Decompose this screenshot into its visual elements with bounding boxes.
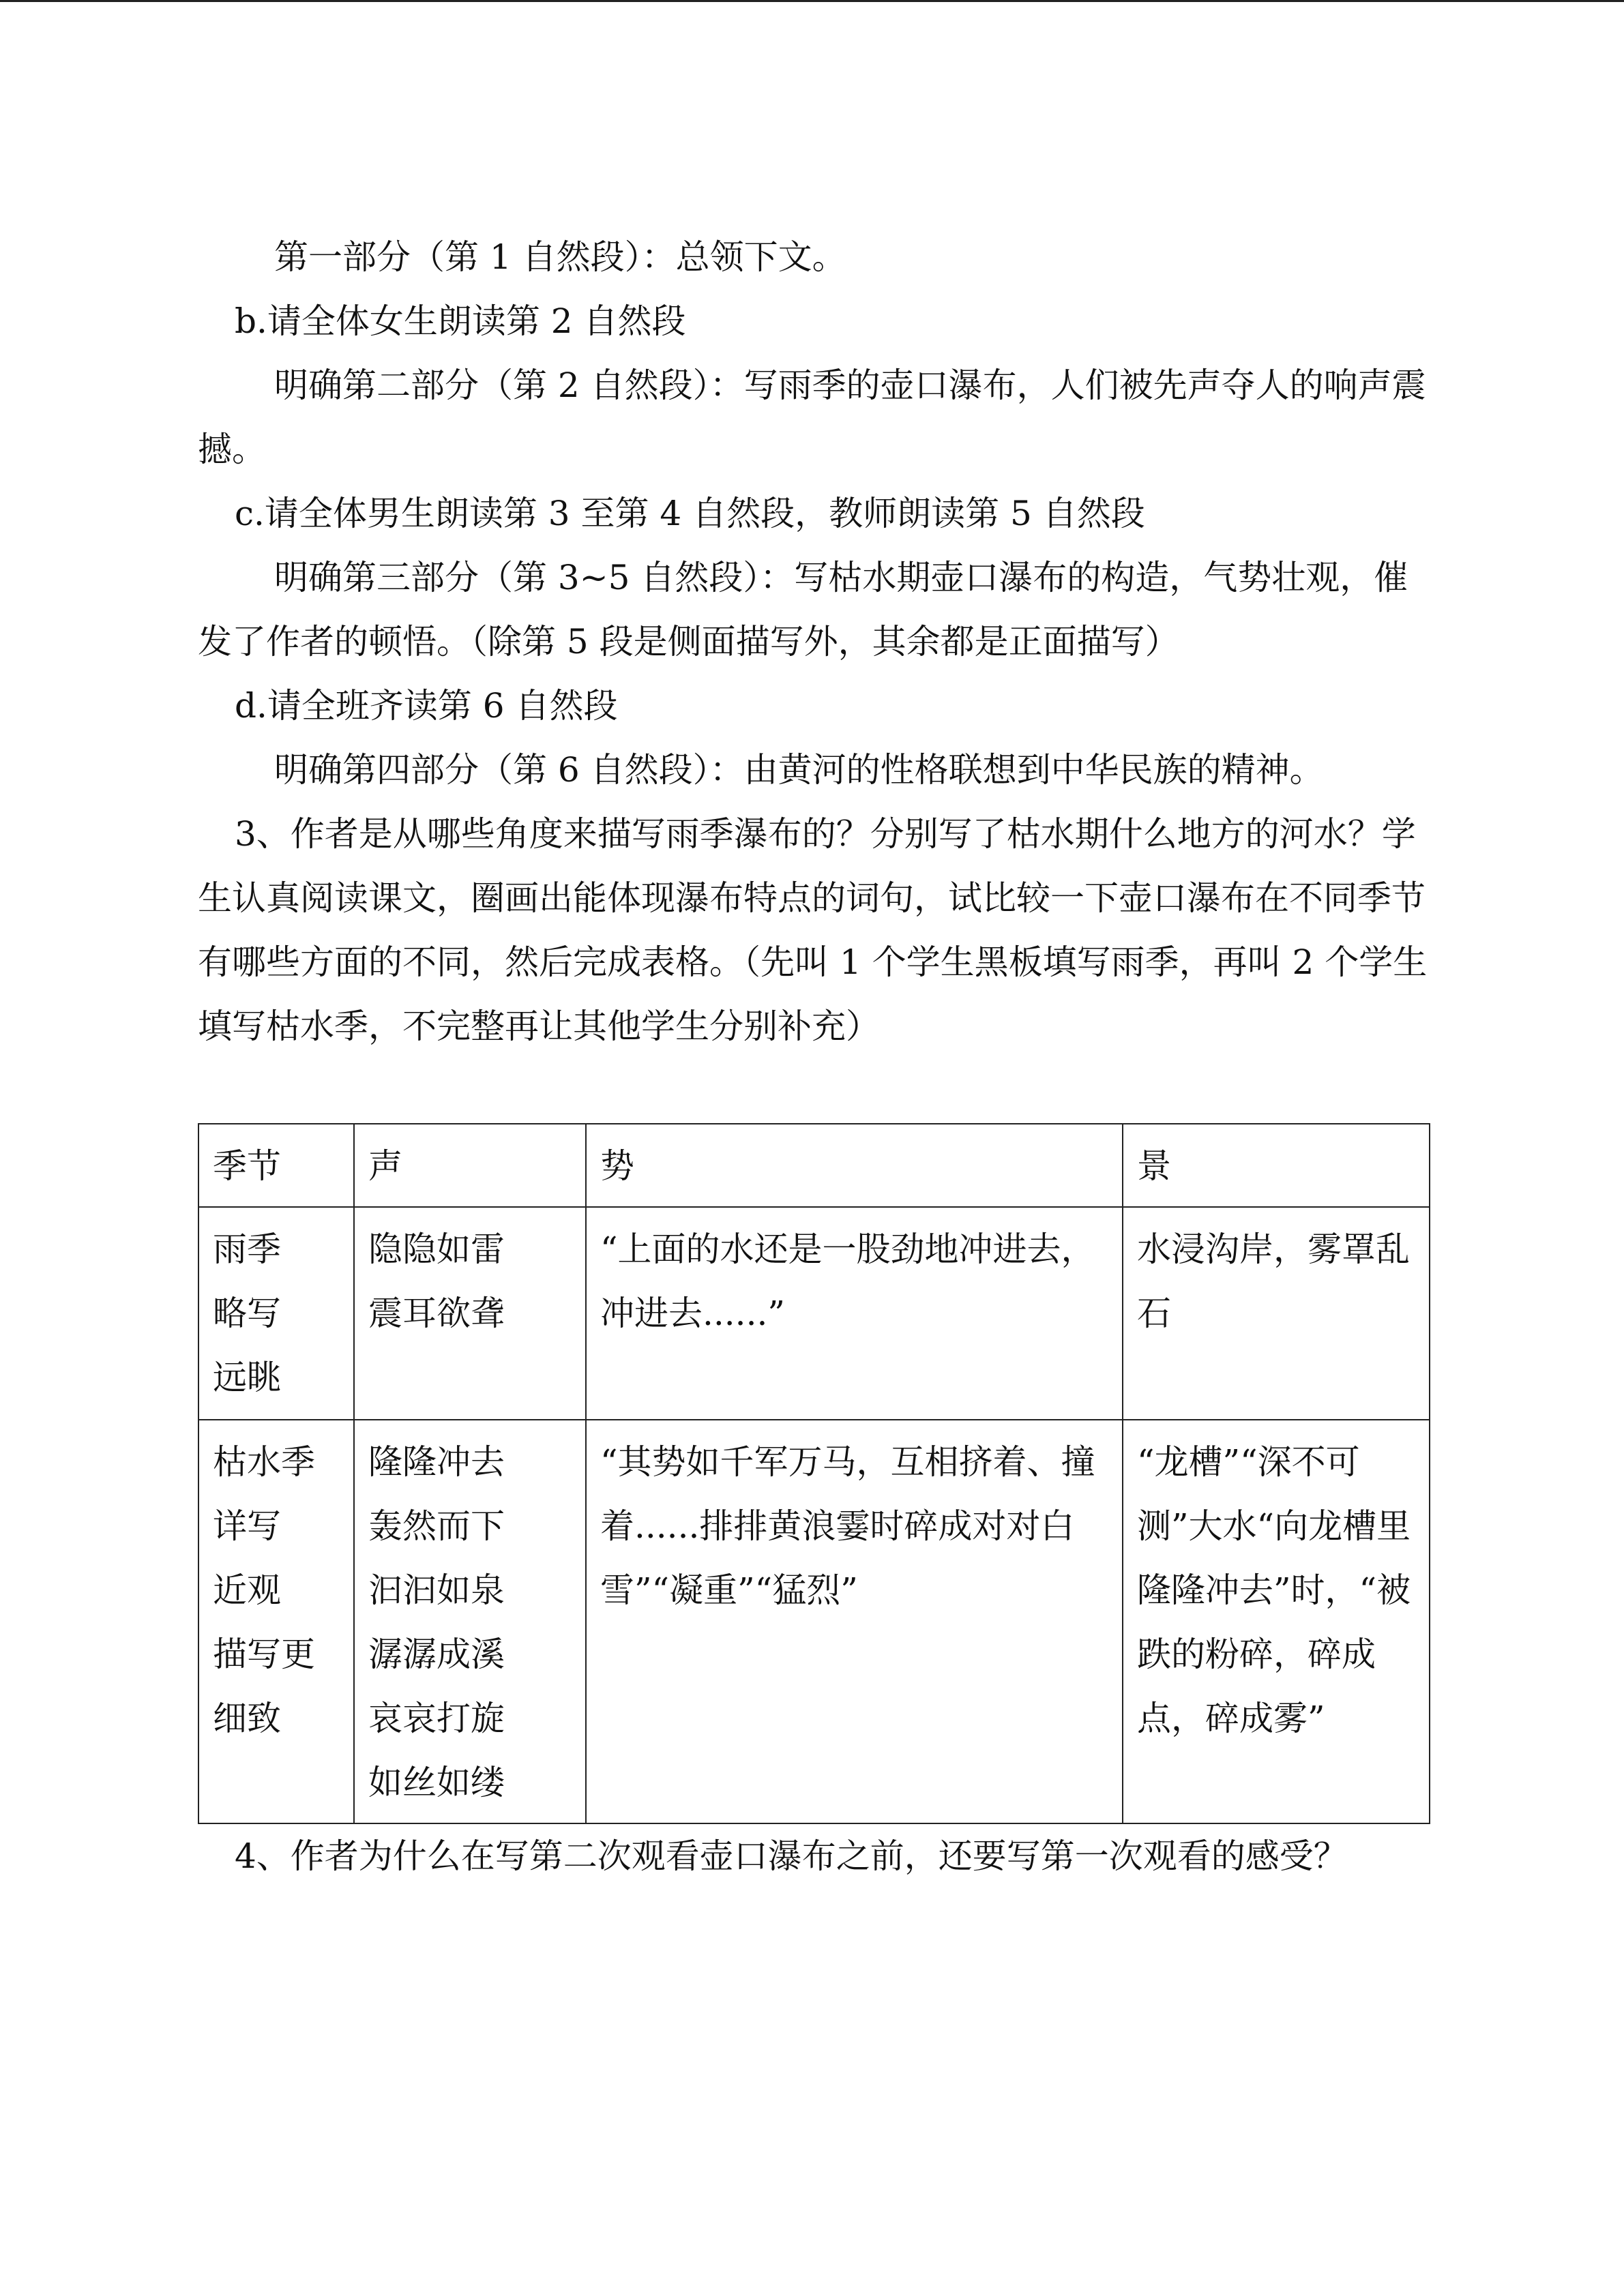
- cell-sound: 隐隐如雷 震耳欲聋: [354, 1207, 586, 1420]
- cell-force: “其势如千军万马，互相挤着、撞着......排排黄浪霎时碎成对对白雪”“凝重”“猛烈”: [586, 1420, 1123, 1823]
- table-row: [198, 1420, 1430, 1823]
- paragraph-instruction-b: b.请全体女生朗读第 2 自然段: [235, 301, 686, 341]
- paragraph-instruction-d: d.请全班齐读第 6 自然段: [235, 686, 618, 726]
- paragraph-part-one: 第一部分（第 1 自然段）：总领下文。: [274, 237, 846, 277]
- paragraph-part-three: 明确第三部分（第 3~5 自然段）：写枯水期壶口瀑布的构造，气势壮观，催发了作者的顿悟。（除第 5 段是侧面描写外，其余都是正面描写）: [198, 558, 1408, 661]
- cell-force: “上面的水还是一股劲地冲进去，冲进去......”: [586, 1207, 1123, 1420]
- paragraph-part-two: 明确第二部分（第 2 自然段）：写雨季的壶口瀑布，人们被先声夺人的响声震撼。: [198, 366, 1426, 469]
- cell-season: 雨季 略写 远眺: [198, 1207, 354, 1420]
- paragraph-part-four: 明确第四部分（第 6 自然段）：由黄河的性格联想到中华民族的精神。: [274, 750, 1324, 790]
- document-page: [198, 225, 1429, 1888]
- table-row: [198, 1207, 1430, 1420]
- paragraph-instruction-c: c.请全体男生朗读第 3 至第 4 自然段，教师朗读第 5 自然段: [235, 494, 1145, 533]
- comparison-table-wrapper: [198, 1123, 1429, 1824]
- waterfall-comparison-table: [198, 1123, 1430, 1824]
- cell-sound: 隆隆冲去 轰然而下 汩汩如泉 潺潺成溪 哀哀打旋 如丝如缕: [354, 1420, 586, 1823]
- header-scene: 景: [1123, 1124, 1430, 1207]
- header-season: 季节: [198, 1124, 354, 1207]
- cell-scene: “龙槽”“深不可测”大水“向龙槽里隆隆冲去”时，“被跌的粉碎，碎成点，碎成雾”: [1123, 1420, 1430, 1823]
- table-header-row: [198, 1124, 1430, 1207]
- header-sound: 声: [354, 1124, 586, 1207]
- cell-scene: 水浸沟岸，雾罩乱石: [1123, 1207, 1430, 1420]
- paragraph-question-4: 4、作者为什么在写第二次观看壶口瀑布之前，还要写第一次观看的感受？: [235, 1836, 1348, 1876]
- cell-season: 枯水季 详写 近观 描写更 细致: [198, 1420, 354, 1823]
- top-border-line: [0, 0, 1624, 2]
- header-force: 势: [586, 1124, 1123, 1207]
- paragraph-question-3: 3、作者是从哪些角度来描写雨季瀑布的？分别写了枯水期什么地方的河水？学生认真阅读课文，圈画出能体现瀑布特点的词句，试比较一下壶口瀑布在不同季节有哪些方面的不同，然后完成表格。（先叫 1 个学生黑板填写雨季，再叫 2 个学生填写枯水季，不完整再让其他学生分别补充）: [198, 814, 1428, 1046]
